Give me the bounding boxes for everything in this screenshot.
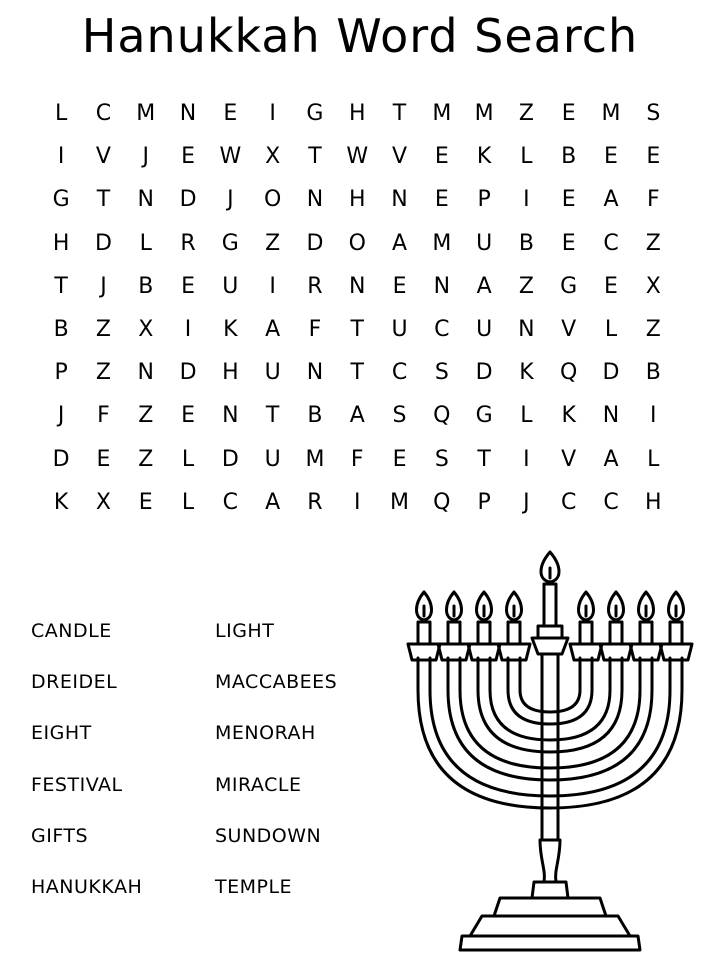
grid-letter: L [520,403,533,429]
grid-letter: K [53,489,69,515]
grid-letter: M [432,230,452,256]
menorah-icon [390,540,710,960]
grid-letter: A [265,489,281,515]
grid-letter: S [392,403,407,429]
grid-letter: N [179,101,197,127]
grid-letter: M [432,101,452,127]
word-list-item: GIFTS [31,824,89,847]
grid-letter: N [222,403,239,429]
grid-letter: N [391,187,408,213]
grid-letter: Z [645,317,661,343]
grid-letter: Z [95,317,111,343]
grid-letter: D [602,360,620,386]
grid-letter: O [348,230,366,256]
grid-letter: N [306,187,324,213]
grid-letter: E [392,273,407,299]
grid-letter: T [392,101,407,127]
grid-letter: F [350,446,364,472]
grid-letter: F [308,317,322,343]
grid-letter: I [523,187,530,213]
word-list-item: LIGHT [215,620,275,642]
grid-letter: B [561,144,577,170]
grid-letter: K [476,144,492,170]
page-title: Hanukkah Word Search [81,9,639,63]
grid-letter: A [603,187,619,213]
grid-letter: Z [138,446,154,472]
grid-letter: M [305,446,325,472]
grid-letter: W [219,144,242,170]
grid-letter: E [181,144,195,170]
grid-letter: H [52,230,70,256]
grid-letter: I [353,489,361,515]
word-list-item: MIRACLE [215,773,302,796]
grid-letter: G [306,101,324,127]
grid-letter: D [52,446,70,472]
grid-letter: P [54,360,68,386]
grid-letter: D [221,446,239,472]
grid-letter: L [181,489,195,515]
grid-letter: M [601,101,621,127]
grid-letter: E [604,144,618,170]
grid-letter: X [95,489,111,515]
grid-letter: R [180,230,196,256]
grid-letter: D [179,187,197,213]
grid-letter: Z [518,101,534,127]
grid-letter: S [646,101,661,127]
grid-letter: J [100,273,107,299]
grid-letter: E [392,446,407,472]
grid-letter: N [602,403,620,429]
grid-letter: Q [560,360,578,386]
word-list [31,614,395,921]
grid-letter: L [181,446,195,472]
grid-letter: E [181,403,195,429]
grid-letter: E [604,273,618,299]
grid-letter: C [603,489,619,515]
grid-letter: T [350,360,364,386]
grid-letter: B [307,403,323,429]
grid-letter: A [265,317,281,343]
grid-letter: I [184,317,192,343]
grid-letter: N [137,187,154,213]
grid-letter: E [561,101,576,127]
grid-letter: E [434,187,449,213]
grid-letter: V [561,446,577,472]
grid-letter: H [348,101,366,127]
grid-letter: P [477,187,491,213]
word-list-item: HANUKKAH [31,875,143,898]
grid-letter: E [434,144,449,170]
word-list-item: EIGHT [31,722,92,745]
grid-letter: K [561,403,576,429]
grid-letter: D [179,360,197,386]
grid-letter: D [94,230,112,256]
grid-letter: G [52,187,70,213]
grid-letter: U [476,317,493,343]
grid-letter: T [308,144,322,170]
grid-letter: V [391,144,408,170]
grid-letter: J [57,403,65,429]
grid-letter: B [53,317,69,343]
grid-letter: T [265,403,280,429]
word-list-item: FESTIVAL [31,773,123,796]
grid-letter: F [646,187,660,213]
letter-grid [40,92,674,524]
grid-letter: D [475,360,493,386]
grid-letter: Z [138,403,154,429]
word-list-item: TEMPLE [215,875,293,898]
grid-letter: U [264,360,281,386]
grid-letter: N [518,317,535,343]
grid-letter: C [561,489,577,515]
grid-letter: J [227,187,234,213]
grid-letter: B [138,273,154,299]
grid-letter: Q [433,489,451,515]
grid-letter: N [433,273,451,299]
grid-letter: G [221,230,239,256]
grid-letter: C [222,489,239,515]
grid-letter: U [264,446,281,472]
grid-letter: X [265,144,281,170]
grid-letter: I [523,446,530,472]
grid-letter: U [222,273,239,299]
word-list-item: CANDLE [31,620,112,642]
grid-letter: M [390,489,410,515]
grid-letter: S [434,360,449,386]
grid-letter: N [348,273,366,299]
grid-letter: D [306,230,324,256]
grid-letter: X [645,273,661,299]
grid-letter: Z [265,230,281,256]
grid-letter: A [603,446,619,472]
grid-letter: I [269,273,276,299]
grid-letter: U [391,317,408,343]
grid-letter: E [561,187,576,213]
grid-letter: P [477,489,491,515]
grid-letter: V [561,317,577,343]
grid-letter: X [138,317,154,343]
word-list-item: SUNDOWN [215,824,322,847]
grid-letter: T [96,187,111,213]
grid-letter: E [96,446,111,472]
grid-letter: A [476,273,492,299]
grid-letter: O [263,187,282,213]
grid-letter: A [349,403,365,429]
grid-letter: I [650,403,657,429]
grid-letter: G [475,403,493,429]
grid-letter: V [95,144,111,170]
grid-letter: G [560,273,578,299]
grid-letter: L [604,317,618,343]
grid-letter: A [391,230,408,256]
grid-letter: L [647,446,660,472]
grid-letter: C [95,101,112,127]
grid-letter: H [222,360,239,386]
grid-letter: L [520,144,533,170]
grid-letter: C [603,230,619,256]
grid-letter: J [142,144,149,170]
grid-letter: M [474,101,494,127]
grid-letter: I [57,144,65,170]
grid-letter: T [350,317,364,343]
grid-letter: L [55,101,68,127]
grid-letter: Q [433,403,451,429]
grid-letter: H [645,489,662,515]
grid-letter: E [223,101,238,127]
grid-letter: T [477,446,491,472]
grid-letter: E [181,273,195,299]
grid-letter: F [97,403,110,429]
grid-letter: N [306,360,324,386]
grid-letter: M [136,101,156,127]
grid-letter: B [518,230,534,256]
grid-letter: R [307,489,323,515]
grid-letter: L [139,230,152,256]
grid-letter: Z [645,230,661,256]
grid-letter: Z [518,273,534,299]
word-list-item: MENORAH [215,722,316,745]
grid-letter: H [348,187,366,213]
word-list-item: MACCABEES [215,671,338,694]
grid-letter: U [476,230,493,256]
grid-letter: J [523,489,530,515]
grid-letter: C [434,317,450,343]
grid-letter: E [646,144,661,170]
word-list-item: DREIDEL [31,671,118,694]
grid-letter: R [307,273,323,299]
grid-letter: C [391,360,408,386]
grid-letter: N [137,360,154,386]
grid-letter: B [645,360,661,386]
grid-letter: T [54,273,68,299]
grid-letter: K [223,317,238,343]
grid-letter: I [269,101,276,127]
grid-letter: E [561,230,576,256]
grid-letter: E [138,489,153,515]
grid-letter: W [346,144,369,170]
grid-letter: K [519,360,534,386]
grid-letter: S [434,446,449,472]
grid-letter: Z [95,360,111,386]
